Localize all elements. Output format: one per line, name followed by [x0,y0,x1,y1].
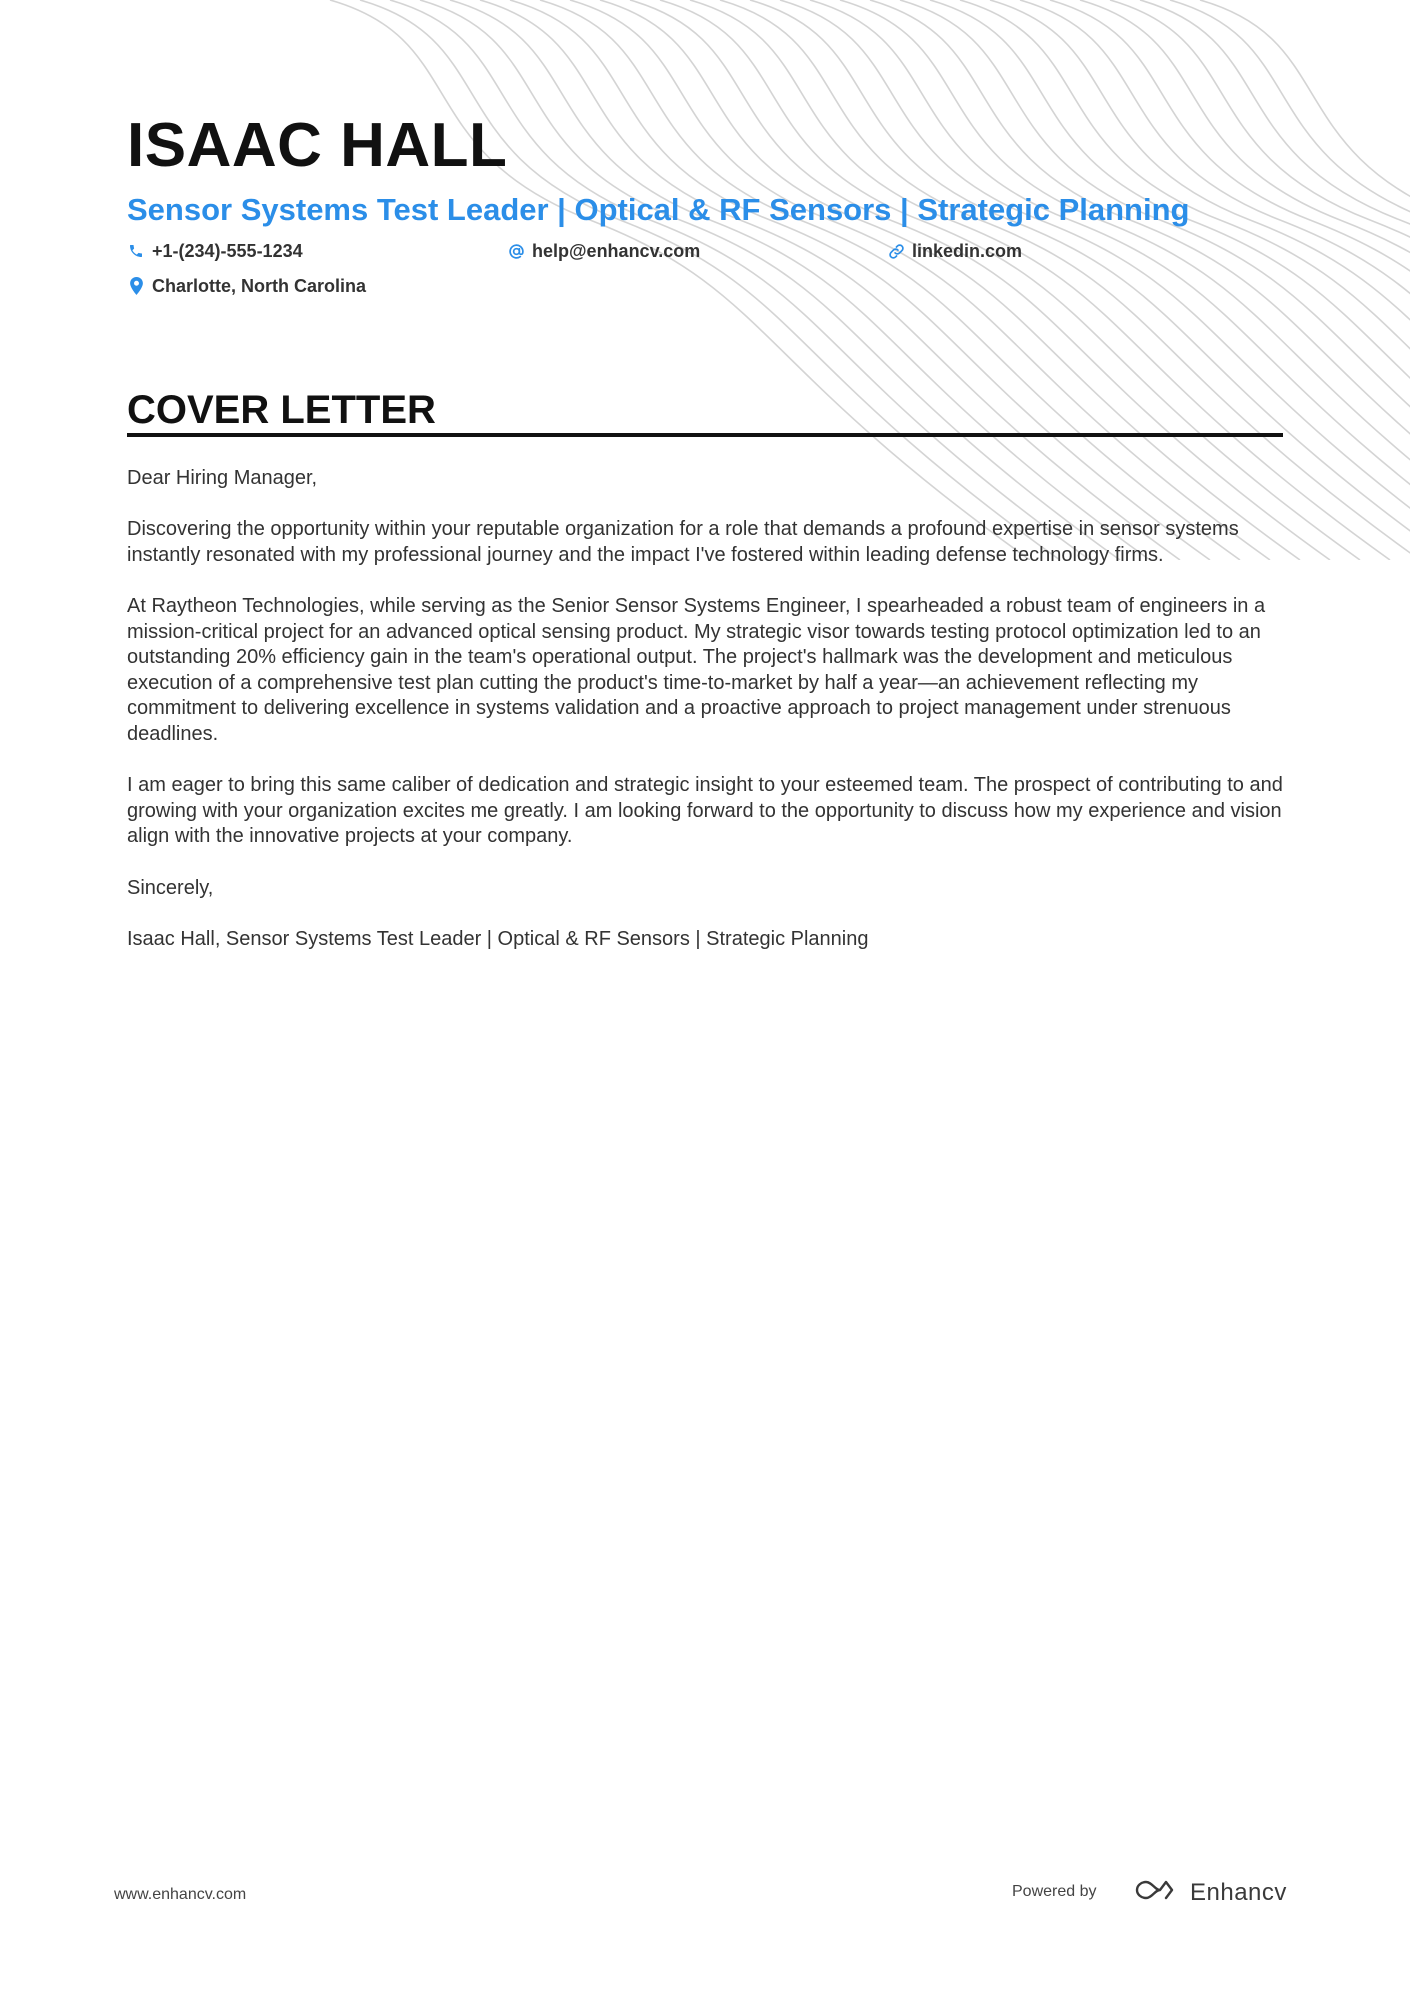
letter-closing: Sincerely, [127,876,214,899]
candidate-name: ISAAC HALL [127,111,508,180]
link-icon [887,242,905,260]
phone-number: +1-(234)-555-1234 [152,241,303,261]
footer-powered-by: Powered by [1012,1883,1097,1900]
contact-email[interactable] [507,239,700,263]
at-icon [507,242,525,260]
footer-brand[interactable] [1132,1877,1287,1908]
email-address: help@enhancv.com [532,241,701,261]
contact-linkedin[interactable] [887,239,1022,263]
section-title: COVER LETTER [127,388,436,432]
phone-icon [127,242,145,260]
contact-location [127,274,366,298]
enhancv-logo-icon [1132,1877,1180,1908]
letter-body [127,466,1283,978]
letter-paragraph: Discovering the opportunity within your reputable organization for a role that demands a profound expertise in sensor systems instantly resonated with my professional journey and the impact I've fostered within leading defense technology firms. [127,518,1239,566]
location-text: Charlotte, North Carolina [152,276,367,296]
footer-website[interactable]: www.enhancv.com [114,1886,247,1903]
letter-greeting: Dear Hiring Manager, [127,467,318,489]
letter-signature: Isaac Hall, Sensor Systems Test Leader | Optical & RF Sensors | Strategic Planning [127,927,869,950]
letter-paragraph: At Raytheon Technologies, while serving as the Senior Sensor Systems Engineer, I spearheaded a robust team of engineers in a mission-critical project for an advanced optical sensing product. My strategic visor towards testing protocol optimization led to an outstanding 20% efficiency gain in the team's operational output. The project's hallmark was the development and meticulous execution of a comprehensive test plan cutting the product's time-to-market by half a year—an achievement reflecting my commitment to delivering excellence in systems validation and a proactive approach to project management under strenuous deadlines. [127,594,1266,745]
section-divider [127,433,1283,437]
letter-paragraph: I am eager to bring this same caliber of dedication and strategic insight to your esteemed team. The prospect of contributing to and growing with your organization excites me greatly. I am looking forward to the opportunity to discuss how my experience and vision align with the innovative projects at your company. [127,774,1283,848]
candidate-headline: Sensor Systems Test Leader | Optical & RF Sensors | Strategic Planning [127,192,1190,227]
contact-phone[interactable] [127,239,303,263]
location-pin-icon [127,277,145,295]
footer-brand-name: Enhancv [1190,1878,1287,1906]
linkedin-url: linkedin.com [912,241,1023,261]
